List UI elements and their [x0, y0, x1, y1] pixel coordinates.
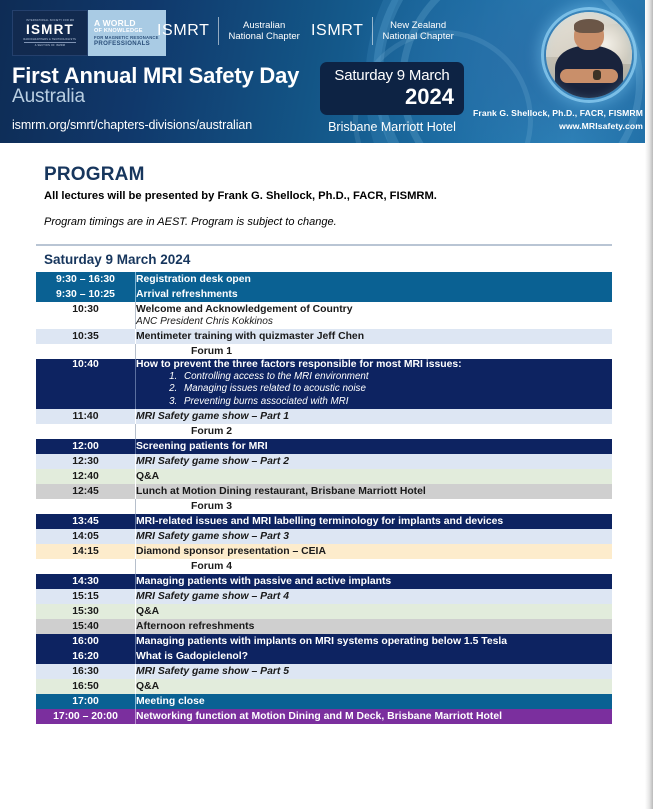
schedule-row-time: 10:30 — [36, 302, 136, 329]
chapter-name — [382, 20, 453, 43]
schedule-row-title: Screening patients for MRI — [136, 440, 268, 452]
schedule-row-sublist — [136, 371, 612, 408]
tagline-line-2: OF KNOWLEDGE — [94, 28, 143, 35]
chapter-divider — [372, 17, 373, 45]
schedule-table-body — [36, 272, 612, 724]
schedule-row-time: 16:50 — [36, 679, 136, 694]
schedule-row — [36, 484, 612, 499]
schedule-row-title: Networking function at Motion Dining and M Deck, Brisbane Marriott Hotel — [136, 710, 502, 722]
program-content — [0, 143, 653, 724]
schedule-row-title: Meeting close — [136, 695, 205, 707]
ismrt-logo — [12, 10, 166, 56]
ismrt-logo-foot-text: A SECTION OF ISMRM — [34, 44, 66, 47]
schedule-row-time: 10:40 — [36, 359, 136, 409]
schedule-row-description — [136, 499, 613, 514]
schedule-row-title: MRI Safety game show – Part 5 — [136, 665, 290, 677]
schedule-row-title: Forum 1 — [191, 346, 232, 357]
event-title: First Annual MRI Safety Day — [12, 63, 300, 88]
speaker-name: Frank G. Shellock, Ph.D., FACR, FISMRM — [473, 108, 643, 118]
schedule-row-description — [136, 649, 613, 664]
schedule-row — [36, 454, 612, 469]
schedule-row-time: 12:30 — [36, 454, 136, 469]
schedule-row-time: 9:30 – 16:30 — [36, 272, 136, 287]
ismrt-logo-divider — [24, 42, 76, 43]
schedule-row-time — [36, 499, 136, 514]
schedule-row-title: Lunch at Motion Dining restaurant, Brisbane Marriott Hotel — [136, 485, 426, 497]
schedule-row — [36, 409, 612, 424]
schedule-row — [36, 694, 612, 709]
schedule-row-time: 14:05 — [36, 529, 136, 544]
tagline-line-4: PROFESSIONALS — [94, 40, 151, 48]
schedule-row-title: Q&A — [136, 680, 160, 692]
schedule-row-time — [36, 344, 136, 359]
chapter-lockup-new-zealand — [311, 17, 454, 45]
schedule-row — [36, 604, 612, 619]
ismrt-logo-tagline — [88, 10, 166, 56]
schedule-table — [36, 272, 612, 724]
schedule-row — [36, 619, 612, 634]
chapter-name-line-1: Australian — [243, 19, 286, 31]
schedule-row — [36, 709, 612, 724]
ismrt-logo-acronym: ISMRT — [26, 22, 74, 37]
schedule-sublist-item: 3. Preventing burns associated with MRI — [180, 396, 612, 408]
schedule-row-time: 15:30 — [36, 604, 136, 619]
schedule-row-title: Forum 3 — [191, 500, 232, 512]
schedule-row-description — [136, 424, 613, 439]
schedule-row-title: How to prevent the three factors responsible for most MRI issues: — [136, 359, 462, 370]
schedule-row — [36, 544, 612, 559]
schedule-row — [36, 589, 612, 604]
schedule-row-time: 14:30 — [36, 574, 136, 589]
schedule-row-time: 15:40 — [36, 619, 136, 634]
schedule-row-title: Forum 2 — [191, 425, 232, 437]
chapter-lockup-australian — [157, 17, 300, 45]
schedule-row-presenter: ANC President Chris Kokkinos — [136, 316, 273, 327]
schedule-row-time: 10:35 — [36, 329, 136, 344]
schedule-row-time: 14:15 — [36, 544, 136, 559]
schedule-row-time: 16:00 — [36, 634, 136, 649]
schedule-row-description — [136, 604, 613, 619]
schedule-row-description — [136, 619, 613, 634]
schedule-row-description — [136, 344, 613, 359]
schedule-row — [36, 679, 612, 694]
schedule-row — [36, 359, 612, 409]
program-subtitle: All lectures will be presented by Frank G. Shellock, Ph.D., FACR, FISMRM. — [44, 190, 437, 202]
event-venue: Brisbane Marriott Hotel — [328, 120, 456, 134]
forum-header-row — [36, 499, 612, 514]
schedule-row-title: MRI Safety game show – Part 1 — [136, 410, 290, 422]
schedule-row-title: MRI Safety game show – Part 4 — [136, 590, 290, 602]
schedule-row-title: MRI Safety game show – Part 2 — [136, 455, 290, 467]
schedule-row-description — [136, 439, 613, 454]
schedule-row-title: Welcome and Acknowledgement of Country — [136, 304, 353, 315]
schedule-row — [36, 514, 612, 529]
schedule-row — [36, 272, 612, 287]
schedule-row-title: What is Gadopiclenol? — [136, 650, 248, 662]
schedule-sublist-item: 1. Controlling access to the MRI environment — [180, 371, 612, 383]
schedule-row-time: 12:00 — [36, 439, 136, 454]
chapter-name-line-2: National Chapter — [382, 31, 454, 42]
schedule-row — [36, 439, 612, 454]
event-url[interactable]: ismrm.org/smrt/chapters-divisions/australian — [12, 118, 253, 132]
chapter-divider — [218, 17, 219, 45]
schedule-row-time: 12:45 — [36, 484, 136, 499]
page-title: PROGRAM — [44, 164, 145, 185]
chapter-name-line-1: New Zealand — [390, 19, 447, 31]
forum-header-row — [36, 424, 612, 439]
schedule-row-description — [136, 589, 613, 604]
schedule-row — [36, 302, 612, 329]
event-date-year: 2024 — [405, 84, 454, 109]
page-edge-shadow — [645, 0, 653, 809]
schedule-row — [36, 469, 612, 484]
schedule-row-description — [136, 679, 613, 694]
schedule-row-description — [136, 329, 613, 344]
chapter-acronym: ISMRT — [311, 22, 364, 39]
schedule-row — [36, 287, 612, 302]
schedule-row-time: 17:00 – 20:00 — [36, 709, 136, 724]
schedule-row-time: 13:45 — [36, 514, 136, 529]
speaker-website[interactable]: www.MRIsafety.com — [559, 121, 643, 131]
schedule-row-time: 16:20 — [36, 649, 136, 664]
schedule-row — [36, 529, 612, 544]
tagline-line-3: FOR MAGNETIC RESONANCE — [94, 34, 159, 40]
avatar-glow-ring — [541, 7, 637, 103]
schedule-row-title: Registration desk open — [136, 274, 251, 285]
schedule-row-title: MRI-related issues and MRI labelling terminology for implants and devices — [136, 515, 504, 527]
schedule-row-description — [136, 454, 613, 469]
schedule-row-description — [136, 359, 613, 409]
schedule-row-title: Forum 4 — [191, 560, 232, 572]
schedule-row-description — [136, 694, 613, 709]
schedule-row-description — [136, 559, 613, 574]
schedule-row-description — [136, 302, 613, 329]
schedule-row-time: 9:30 – 10:25 — [36, 287, 136, 302]
schedule-row-description — [136, 529, 613, 544]
schedule-row-description — [136, 574, 613, 589]
schedule-row-title: Q&A — [136, 605, 160, 617]
schedule-row-time — [36, 424, 136, 439]
schedule-row-title: Mentimeter training with quizmaster Jeff Chen — [136, 331, 365, 342]
schedule-row-title: Diamond sponsor presentation – CEIA — [136, 545, 326, 557]
schedule-row-time: 16:30 — [36, 664, 136, 679]
schedule-row-description — [136, 484, 613, 499]
forum-header-row — [36, 344, 612, 359]
schedule-row-description — [136, 634, 613, 649]
schedule-row-time: 15:15 — [36, 589, 136, 604]
schedule-row — [36, 329, 612, 344]
schedule-row-description — [136, 544, 613, 559]
schedule-row-description — [136, 514, 613, 529]
event-banner — [0, 0, 653, 143]
schedule-row — [36, 574, 612, 589]
schedule-row-time: 17:00 — [36, 694, 136, 709]
schedule-row-description — [136, 272, 613, 287]
program-note: Program timings are in AEST. Program is subject to change. — [44, 216, 337, 228]
schedule-row-title: Managing patients with passive and active implants — [136, 575, 392, 587]
chapter-name-line-2: National Chapter — [228, 31, 300, 42]
schedule-row — [36, 649, 612, 664]
ismrt-logo-top-text: INTERNATIONAL SOCIETY FOR MR — [26, 19, 74, 22]
schedule-row-description — [136, 287, 613, 302]
schedule-row-time: 11:40 — [36, 409, 136, 424]
schedule-row-title: Afternoon refreshments — [136, 620, 255, 632]
schedule-row-title: Arrival refreshments — [136, 289, 238, 300]
event-country: Australia — [12, 86, 86, 107]
schedule-row-description — [136, 709, 613, 724]
ismrt-logo-mark — [12, 10, 88, 56]
day-heading: Saturday 9 March 2024 — [44, 252, 191, 267]
schedule-row-description — [136, 469, 613, 484]
day-section-divider — [36, 244, 612, 246]
schedule-row — [36, 664, 612, 679]
schedule-sublist-item: 2. Managing issues related to acoustic noise — [180, 383, 612, 395]
schedule-row-title: Managing patients with implants on MRI systems operating below 1.5 Tesla — [136, 635, 508, 647]
schedule-row-time — [36, 559, 136, 574]
schedule-row-description — [136, 409, 613, 424]
schedule-row-title: Q&A — [136, 470, 160, 482]
event-date-day: Saturday 9 March — [334, 67, 450, 84]
schedule-row-title: MRI Safety game show – Part 3 — [136, 530, 290, 542]
chapter-acronym: ISMRT — [157, 22, 210, 39]
schedule-row-time: 12:40 — [36, 469, 136, 484]
speaker-avatar — [541, 7, 637, 103]
schedule-row — [36, 634, 612, 649]
ismrt-logo-bottom-text: RADIOGRAPHERS & TECHNOLOGISTS — [23, 38, 77, 41]
schedule-row-description — [136, 664, 613, 679]
forum-header-row — [36, 559, 612, 574]
chapter-name — [228, 20, 299, 43]
tagline-line-1: A WORLD — [94, 18, 136, 29]
